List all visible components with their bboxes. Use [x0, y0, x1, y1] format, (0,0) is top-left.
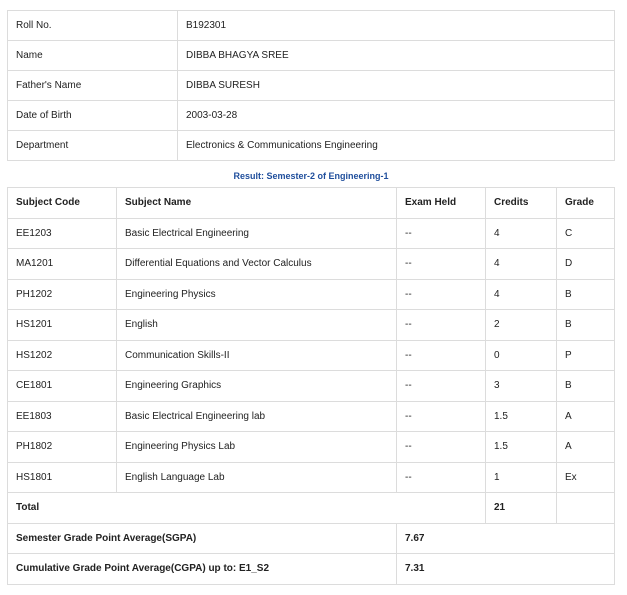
roll-label: Roll No.	[8, 11, 178, 41]
grade: B	[557, 371, 615, 402]
name-value: DIBBA BHAGYA SREE	[178, 41, 615, 71]
exam-held: --	[397, 340, 486, 371]
cgpa-label: Cumulative Grade Point Average(CGPA) up to: E1_S2	[8, 554, 397, 585]
cgpa-row	[8, 554, 615, 585]
dob-value: 2003-03-28	[178, 101, 615, 131]
table-row	[8, 401, 615, 432]
dob-row	[8, 101, 615, 131]
subject-name: Basic Electrical Engineering lab	[117, 401, 397, 432]
result-title: Result: Semester-2 of Engineering-1	[233, 171, 389, 181]
exam-held: --	[397, 310, 486, 341]
sgpa-value: 7.67	[397, 523, 615, 554]
subject-code: HS1201	[8, 310, 117, 341]
subject-code: HS1801	[8, 462, 117, 493]
subject-code: EE1803	[8, 401, 117, 432]
credits: 4	[486, 249, 557, 280]
total-credits: 21	[486, 493, 557, 524]
subject-code: MA1201	[8, 249, 117, 280]
department-value: Electronics & Communications Engineering	[178, 131, 615, 161]
roll-value: B192301	[178, 11, 615, 41]
exam-held: --	[397, 279, 486, 310]
father-value: DIBBA SURESH	[178, 71, 615, 101]
total-row	[8, 493, 615, 524]
exam-held: --	[397, 371, 486, 402]
credits: 1.5	[486, 401, 557, 432]
name-row	[8, 41, 615, 71]
header-exam-held: Exam Held	[397, 188, 486, 219]
father-row	[8, 71, 615, 101]
grade: C	[557, 218, 615, 249]
credits: 0	[486, 340, 557, 371]
subject-code: PH1802	[8, 432, 117, 463]
department-label: Department	[8, 131, 178, 161]
exam-held: --	[397, 249, 486, 280]
subject-code: CE1801	[8, 371, 117, 402]
exam-held: --	[397, 218, 486, 249]
subject-name: Engineering Physics	[117, 279, 397, 310]
credits: 2	[486, 310, 557, 341]
subject-code: HS1202	[8, 340, 117, 371]
table-row	[8, 218, 615, 249]
department-row	[8, 131, 615, 161]
name-label: Name	[8, 41, 178, 71]
subject-name: English Language Lab	[117, 462, 397, 493]
subject-code: PH1202	[8, 279, 117, 310]
sgpa-label: Semester Grade Point Average(SGPA)	[8, 523, 397, 554]
table-row	[8, 432, 615, 463]
header-grade: Grade	[557, 188, 615, 219]
table-row	[8, 371, 615, 402]
credits: 1.5	[486, 432, 557, 463]
total-label: Total	[8, 493, 486, 524]
subject-code: EE1203	[8, 218, 117, 249]
roll-row	[8, 11, 615, 41]
credits: 4	[486, 218, 557, 249]
grade: P	[557, 340, 615, 371]
table-row	[8, 310, 615, 341]
subject-name: English	[117, 310, 397, 341]
exam-held: --	[397, 432, 486, 463]
grade: D	[557, 249, 615, 280]
table-row	[8, 279, 615, 310]
table-row	[8, 462, 615, 493]
subject-name: Differential Equations and Vector Calculus	[117, 249, 397, 280]
header-subject-name: Subject Name	[117, 188, 397, 219]
sgpa-row	[8, 523, 615, 554]
header-credits: Credits	[486, 188, 557, 219]
table-row	[8, 340, 615, 371]
subject-name: Communication Skills-II	[117, 340, 397, 371]
student-info-table	[7, 10, 615, 161]
results-table	[7, 187, 615, 585]
father-label: Father's Name	[8, 71, 178, 101]
exam-held: --	[397, 401, 486, 432]
results-header-row	[8, 188, 615, 219]
credits: 3	[486, 371, 557, 402]
subject-name: Engineering Graphics	[117, 371, 397, 402]
grade: Ex	[557, 462, 615, 493]
grade: A	[557, 401, 615, 432]
credits: 1	[486, 462, 557, 493]
subject-name: Engineering Physics Lab	[117, 432, 397, 463]
credits: 4	[486, 279, 557, 310]
table-row	[8, 249, 615, 280]
grade: B	[557, 279, 615, 310]
exam-held: --	[397, 462, 486, 493]
grade: A	[557, 432, 615, 463]
subject-name: Basic Electrical Engineering	[117, 218, 397, 249]
total-grade-empty	[557, 493, 615, 524]
cgpa-value: 7.31	[397, 554, 615, 585]
header-subject-code: Subject Code	[8, 188, 117, 219]
dob-label: Date of Birth	[8, 101, 178, 131]
grade: B	[557, 310, 615, 341]
